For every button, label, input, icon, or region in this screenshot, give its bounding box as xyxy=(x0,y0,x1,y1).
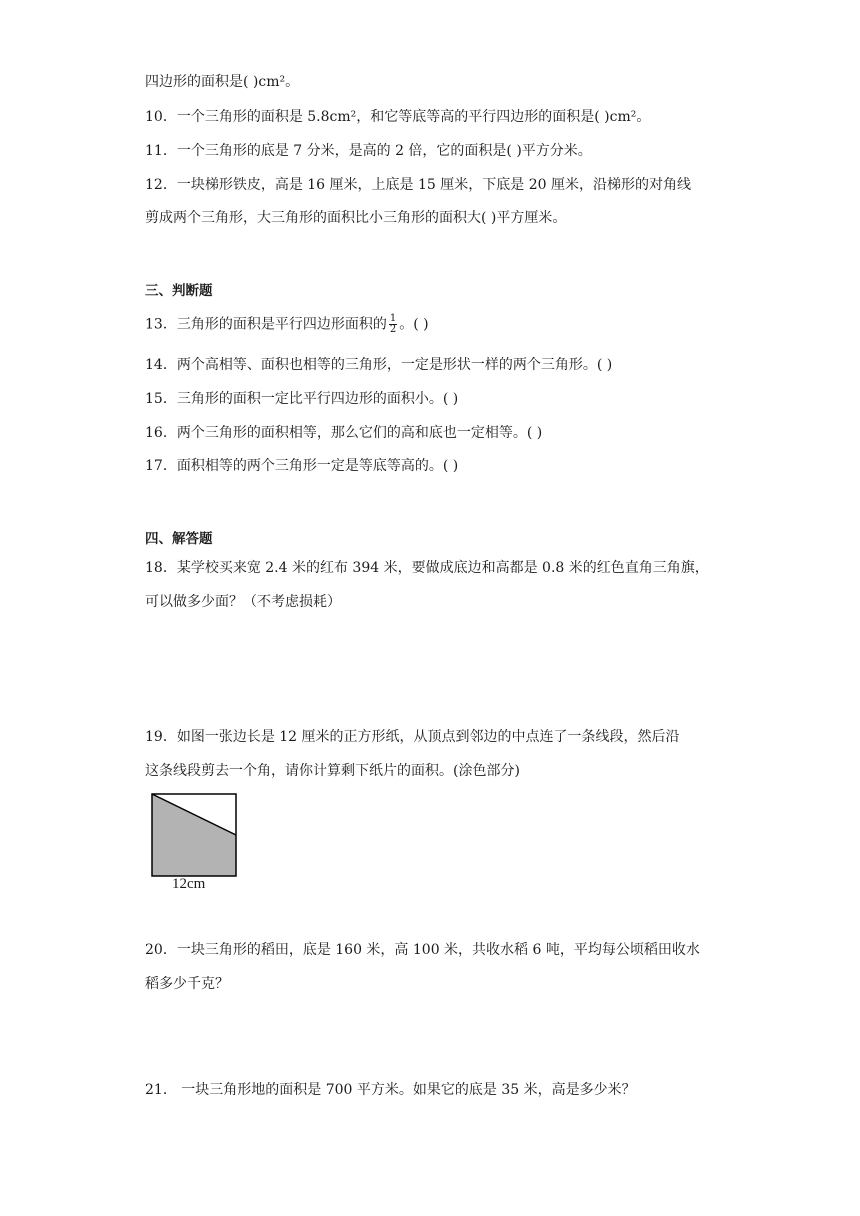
question-13-blank: 。( ) xyxy=(399,316,429,333)
question-20-line-2: 稻多少千克？ xyxy=(145,976,229,992)
question-12-line-1: 12．一块梯形铁皮，高是 16 厘米，上底是 15 厘米，下底是 20 厘米，沿梯形的对角线 xyxy=(145,177,691,193)
section-heading-answer: 四、解答题 xyxy=(145,531,213,547)
question-21: 21． 一块三角形地的面积是 700 平方米。如果它的底是 35 米，高是多少米？ xyxy=(145,1082,636,1098)
question-18-line-2: 可以做多少面？（不考虑损耗） xyxy=(145,594,341,610)
question-19-line-2: 这条线段剪去一个角，请你计算剩下纸片的面积。(涂色部分) xyxy=(145,763,520,779)
fraction-denominator: 2 xyxy=(389,324,397,335)
question-18-line-1: 18．某学校买来宽 2.4 米的红布 394 米，要做成底边和高都是 0.8 米的红色直角三角旗， xyxy=(145,560,709,576)
fraction-one-half xyxy=(389,314,397,335)
question-14: 14．两个高相等、面积也相等的三角形，一定是形状一样的两个三角形。( ) xyxy=(145,357,613,373)
question-17: 17．面积相等的两个三角形一定是等底等高的。( ) xyxy=(145,458,459,474)
question-19-line-1: 19．如图一张边长是 12 厘米的正方形纸，从顶点到邻边的中点连了一条线段，然后沿 xyxy=(145,729,680,745)
square-cut-figure xyxy=(150,792,240,878)
question-13-text: 13．三角形的面积是平行四边形面积的 xyxy=(145,316,387,333)
fraction-numerator: 1 xyxy=(389,313,397,324)
shaded-region xyxy=(152,794,236,876)
question-11: 11．一个三角形的底是 7 分米，是高的 2 倍，它的面积是( )平方分米。 xyxy=(145,143,592,159)
question-16: 16．两个三角形的面积相等，那么它们的高和底也一定相等。( ) xyxy=(145,425,543,441)
section-heading-judge: 三、判断题 xyxy=(145,283,213,299)
question-10: 10．一个三角形的面积是 5.8cm²，和它等底等高的平行四边形的面积是( )cm²。 xyxy=(145,109,651,125)
question-13 xyxy=(145,314,429,335)
figure-label: 12cm xyxy=(172,876,206,892)
question-20-line-1: 20．一块三角形的稻田，底是 160 米，高 100 米，共收水稻 6 吨，平均每公顷稻田收水 xyxy=(145,942,700,958)
question-9-tail: 四边形的面积是( )cm²。 xyxy=(145,74,300,90)
question-15: 15．三角形的面积一定比平行四边形的面积小。( ) xyxy=(145,391,459,407)
question-12-line-2: 剪成两个三角形，大三角形的面积比小三角形的面积大( )平方厘米。 xyxy=(145,210,567,226)
